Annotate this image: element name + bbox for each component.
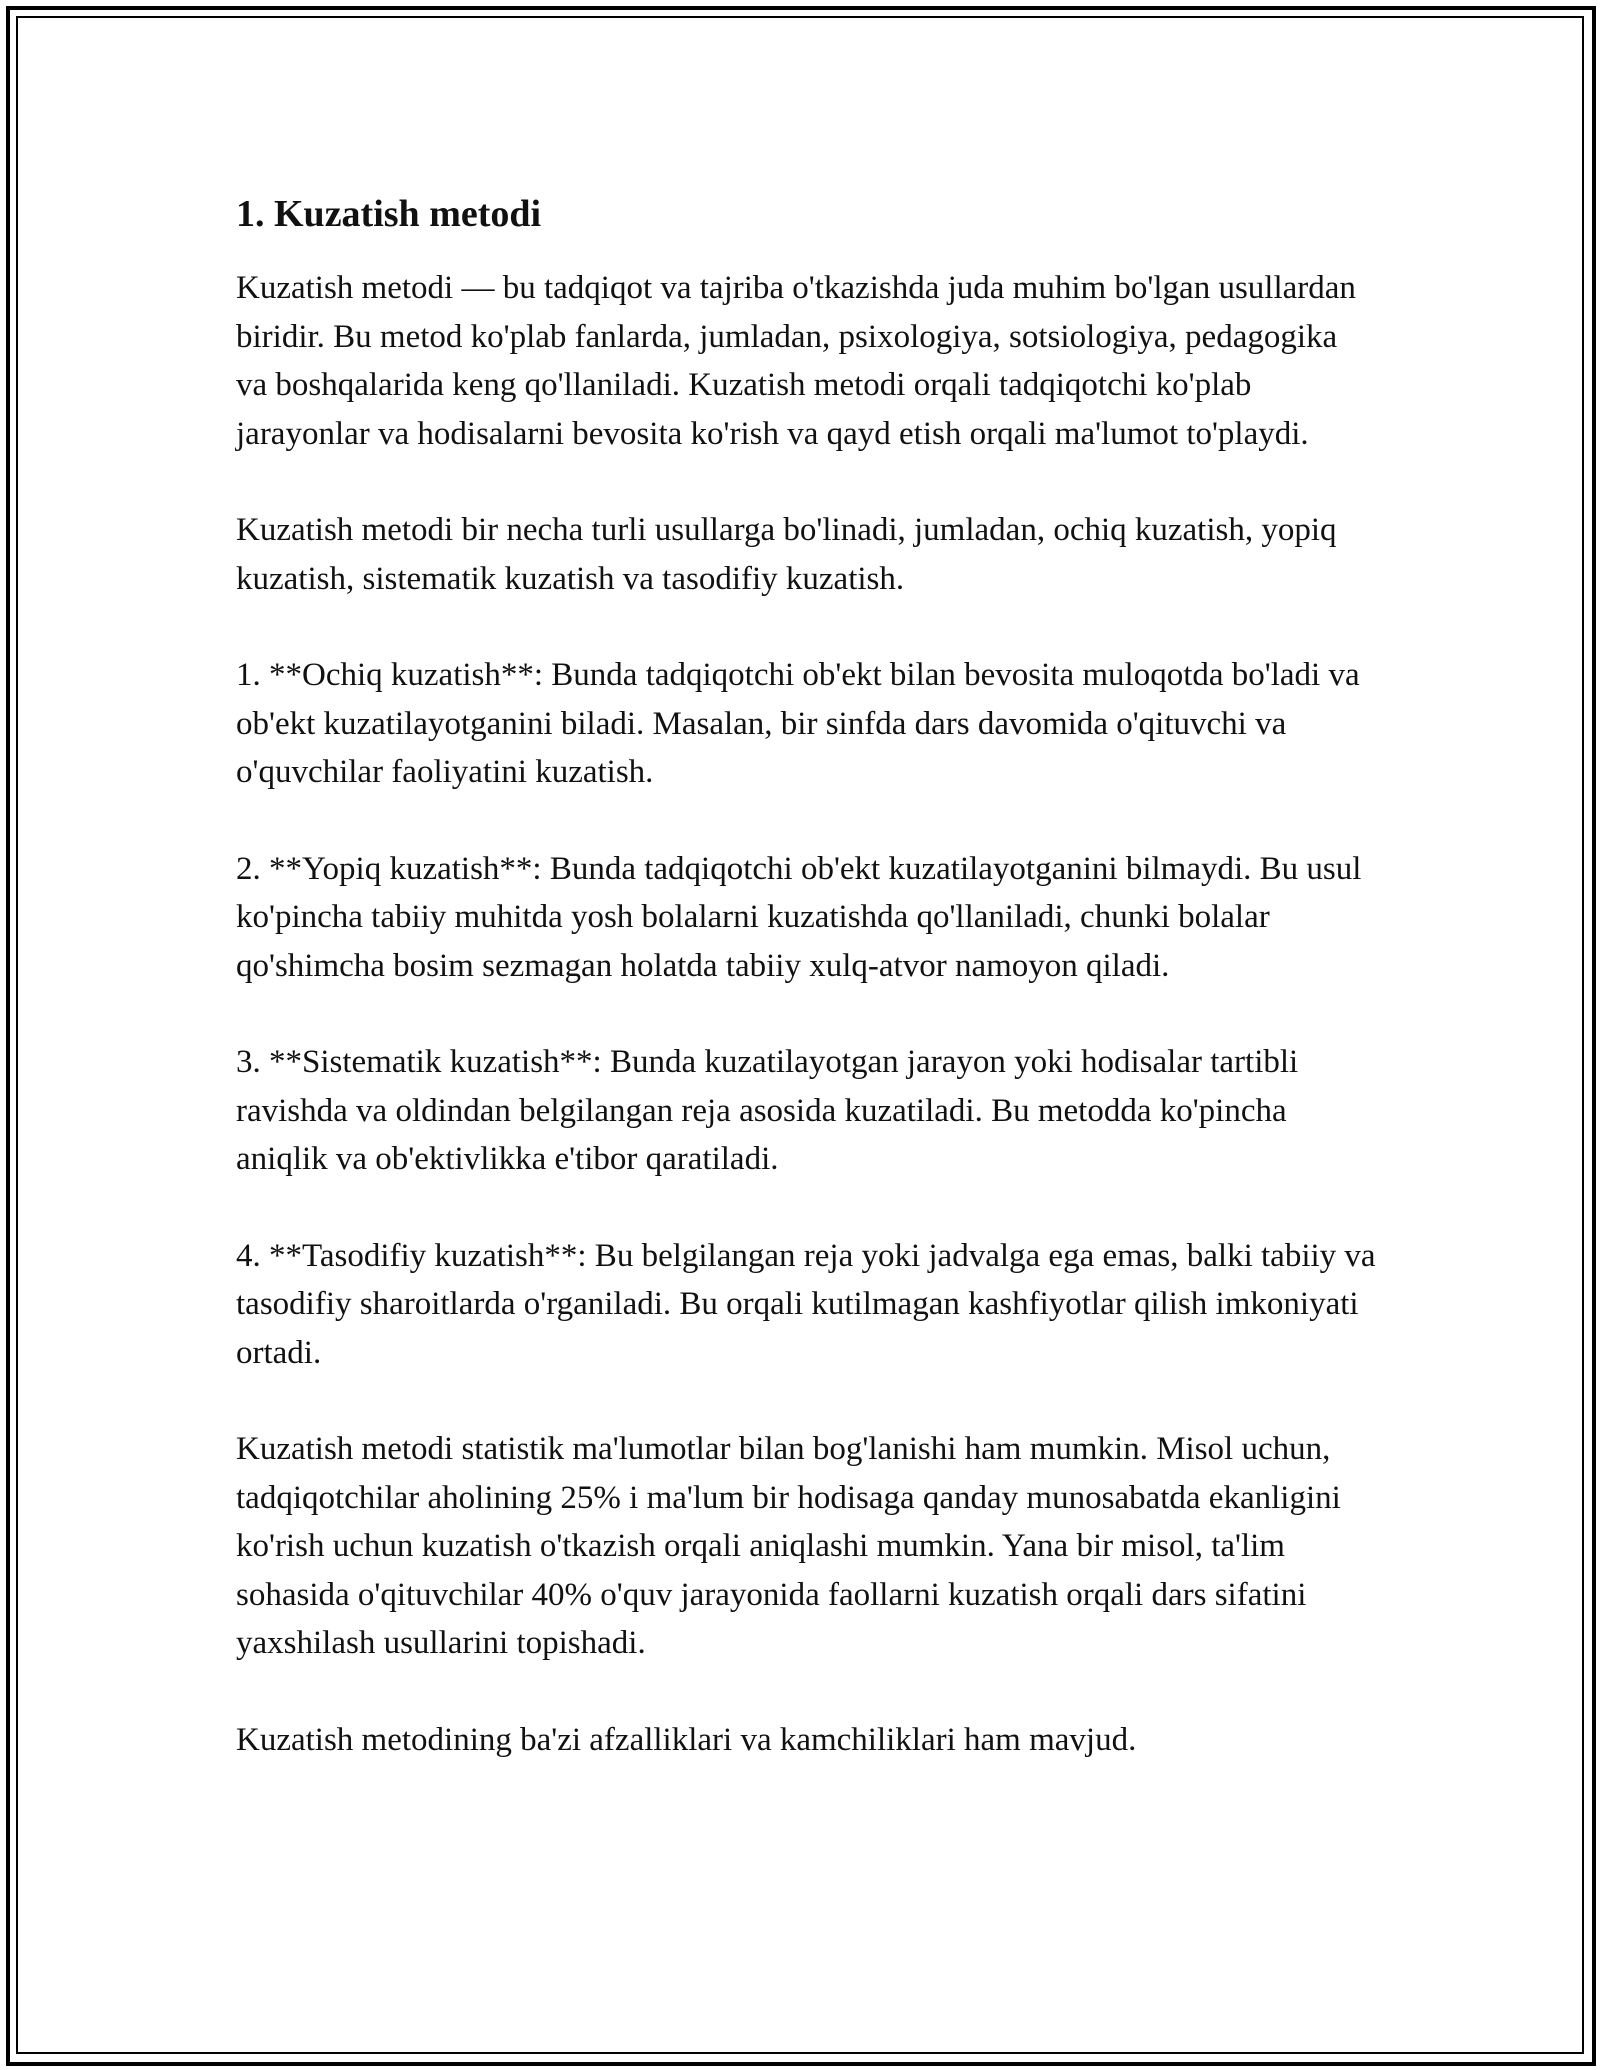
paragraph-statistics: Kuzatish metodi statistik ma'lumotlar bilan bog'lanishi ham mumkin. Misol uchun, tadqiqotchilar aholining 25% i ma'lum bir hodisaga qanday munosabatda ekanligini ko'rish uchun kuzatish o'tkazish orqali aniqlashi mumkin. Yana bir misol, ta'lim sohasida o'qituvchilar 40% o'quv jarayonida faollarni kuzatish orqali dars sifatini yaxshilash usullarini topishadi. bbox=[236, 1431, 1341, 1661]
paragraph-systematic-observation: 3. **Sistematik kuzatish**: Bunda kuzatilayotgan jarayon yoki hodisalar tartibli ravishda va oldindan belgilangan reja asosida kuzatiladi. Bu metodda ko'pincha aniqlik va ob'ektivlikka e'tibor qaratiladi. bbox=[236, 1044, 1299, 1177]
paragraph-intro: Kuzatish metodi — bu tadqiqot va tajriba o'tkazishda juda muhim bo'lgan usullardan biridir. Bu metod ko'plab fanlarda, jumladan, psixologiya, sotsiologiya, pedagogika va boshqalarida keng qo'llaniladi. Kuzatish metodi orqali tadqiqotchi ko'plab jarayonlar va hodisalarni bevosita ko'rish va qayd etish orqali ma'lumot to'playdi. bbox=[236, 270, 1356, 452]
section-heading: 1. Kuzatish metodi bbox=[236, 193, 542, 235]
paragraph-closed-observation: 2. **Yopiq kuzatish**: Bunda tadqiqotchi ob'ekt kuzatilayotganini bilmaydi. Bu usul ko'pincha tabiiy muhitda yosh bolalarni kuzatishda qo'llaniladi, chunki bolalar qo'shimcha bosim sezmagan holatda tabiiy xulq-atvor namoyon qiladi. bbox=[236, 850, 1362, 984]
document-body bbox=[236, 188, 1376, 1764]
paragraph-conclusion: Kuzatish metodining ba'zi afzalliklari va kamchiliklari ham mavjud. bbox=[236, 1721, 1137, 1758]
paragraph-types-overview: Kuzatish metodi bir necha turli usullarga bo'linadi, jumladan, ochiq kuzatish, yopiq kuzatish, sistematik kuzatish va tasodifiy kuzatish. bbox=[236, 512, 1337, 597]
paragraph-random-observation: 4. **Tasodifiy kuzatish**: Bu belgilangan reja yoki jadvalga ega emas, balki tabiiy va tasodifiy sharoitlarda o'rganiladi. Bu orqali kutilmagan kashfiyotlar qilish imkoniyati ortadi. bbox=[236, 1237, 1376, 1371]
paragraph-open-observation: 1. **Ochiq kuzatish**: Bunda tadqiqotchi ob'ekt bilan bevosita muloqotda bo'ladi va ob'ekt kuzatilayotganini biladi. Masalan, bir sinfda dars davomida o'qituvchi va o'quvchilar faoliyatini kuzatish. bbox=[236, 657, 1360, 790]
